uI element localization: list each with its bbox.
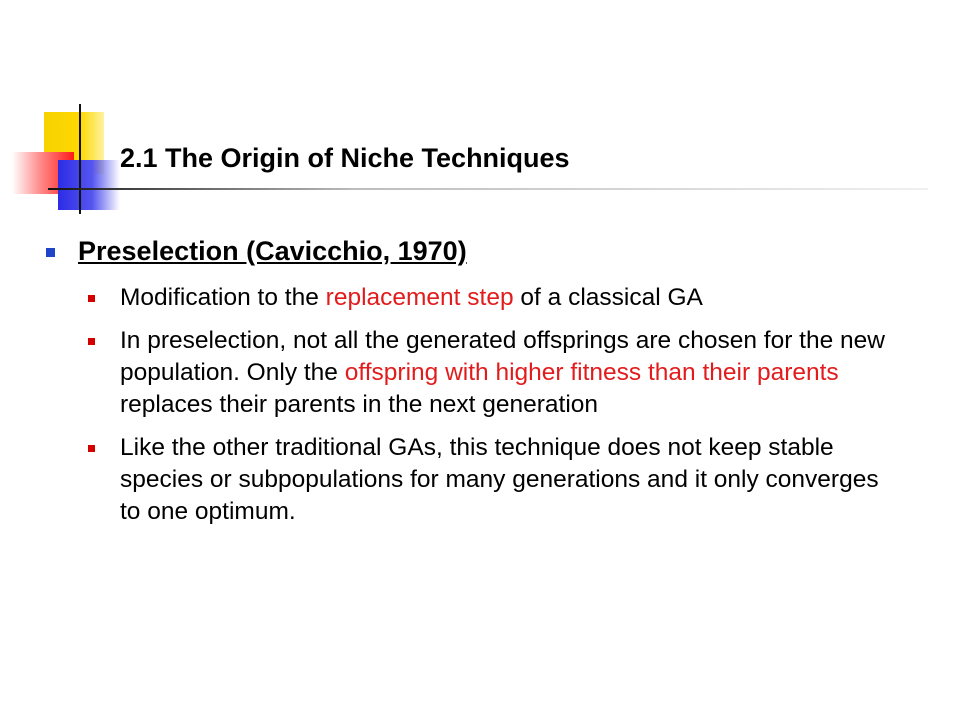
text-segment: In preselection, not all the generated offsprings are chosen for the new population. Only the — [120, 327, 885, 386]
sub-bullet-item — [88, 282, 888, 314]
square-bullet-icon — [88, 445, 95, 452]
sub-bullet-item — [88, 432, 888, 528]
text-segment: replaces their parents in the next generation — [120, 391, 599, 418]
highlighted-text: replacement step — [325, 284, 514, 311]
title-underline — [48, 188, 928, 190]
square-bullet-icon — [88, 295, 95, 302]
sub-bullet-item — [88, 325, 888, 421]
square-bullet-icon — [46, 248, 55, 257]
blue-square — [58, 160, 120, 210]
square-bullet-icon — [88, 338, 95, 345]
section-heading: Preselection (Cavicchio, 1970) — [78, 236, 467, 266]
slide-title: 2.1 The Origin of Niche Techniques — [120, 143, 570, 173]
text-segment: of a classical GA — [513, 284, 703, 311]
highlighted-text: offspring with higher fitness than their parents — [344, 359, 839, 386]
text-segment: Like the other traditional GAs, this technique does not keep stable species or subpopulations for many generations and it only converges to one optimum. — [120, 434, 879, 525]
sub-bullet-list — [88, 282, 888, 528]
vertical-line — [79, 104, 81, 214]
decorative-logo — [0, 0, 140, 230]
text-segment: Modification to the — [120, 284, 326, 311]
